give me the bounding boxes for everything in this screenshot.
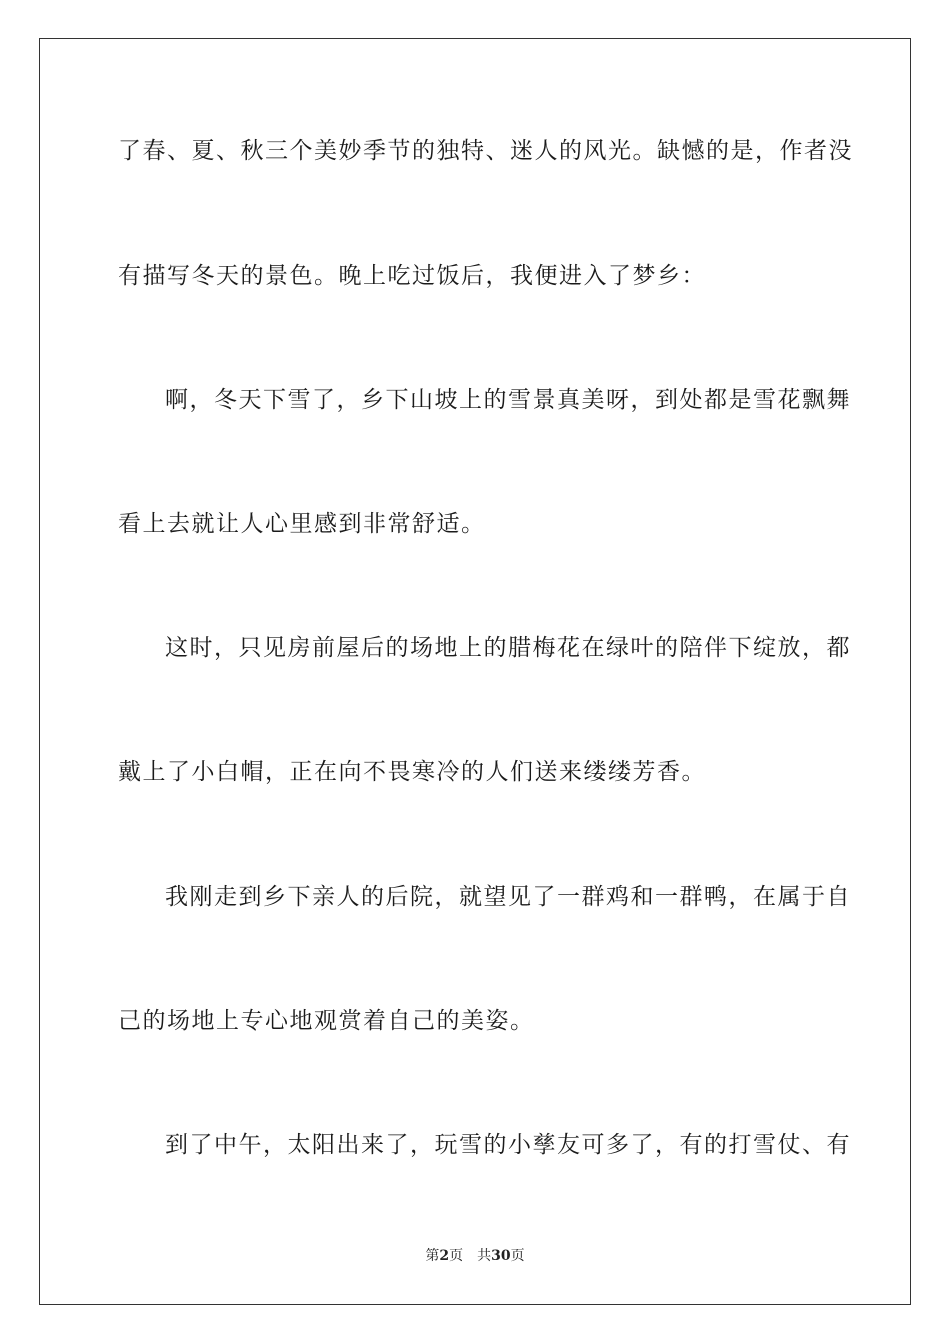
text-line-1: 了春、夏、秋三个美妙季节的独特、迷人的风光。缺憾的是，作者没 bbox=[118, 138, 853, 164]
page-suffix: 页 bbox=[449, 1248, 464, 1264]
text-line-4: 看上去就让人心里感到非常舒适。 bbox=[118, 511, 486, 537]
text-line-6: 戴上了小白帽，正在向不畏寒冷的人们送来缕缕芳香。 bbox=[118, 759, 706, 785]
text-line-3: 啊，冬天下雪了，乡下山坡上的雪景真美呀，到处都是雪花飘舞 bbox=[165, 387, 851, 413]
text-line-9: 到了中午，太阳出来了，玩雪的小孳友可多了，有的打雪仗、有 bbox=[165, 1132, 851, 1158]
page-prefix: 第 bbox=[425, 1248, 440, 1264]
total-pages: 30 bbox=[491, 1248, 511, 1264]
text-line-2: 有描写冬天的景色。晚上吃过饭后，我便进入了梦乡： bbox=[118, 263, 706, 289]
page-border bbox=[39, 38, 911, 1305]
text-line-7: 我刚走到乡下亲人的后院，就望见了一群鸡和一群鸭，在属于自 bbox=[165, 884, 851, 910]
text-line-8: 己的场地上专心地观赏着自己的美姿。 bbox=[118, 1008, 535, 1034]
page-number: 2 bbox=[439, 1248, 450, 1264]
page-footer bbox=[0, 1247, 950, 1265]
total-prefix: 共 bbox=[477, 1248, 492, 1264]
text-line-5: 这时，只见房前屋后的场地上的腊梅花在绿叶的陪伴下绽放，都 bbox=[165, 635, 851, 661]
total-suffix: 页 bbox=[510, 1248, 525, 1264]
